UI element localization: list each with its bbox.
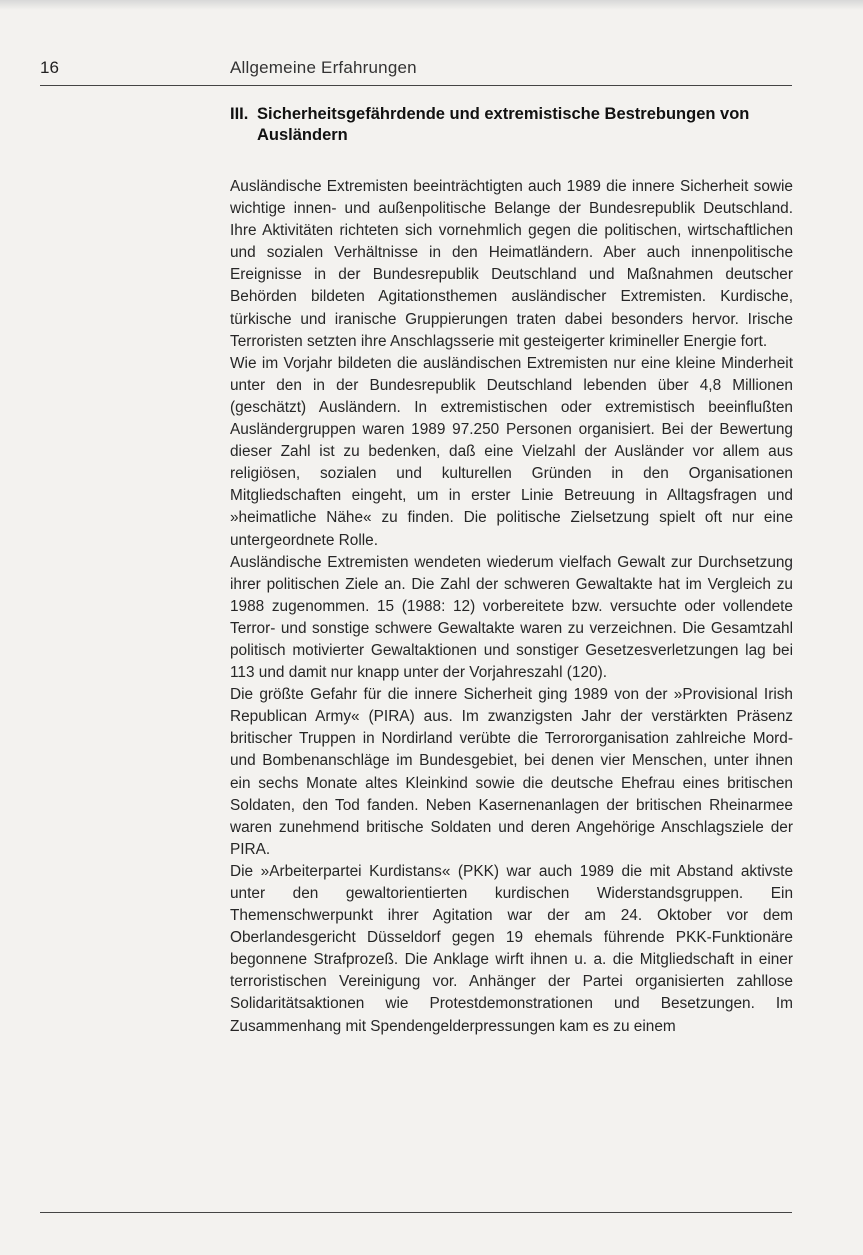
paragraph: Ausländische Extremisten wendeten wiederum vielfach Gewalt zur Durchsetzung ihrer politischen Ziele an. Die Zahl der schweren Gewaltakte hat im Vergleich zu 1988 zugenommen. 15 (1988: 12) vorbereitete bzw. versuchte oder vollendete Terror- und sonstige schwere Gewaltakte waren zu verzeichnen. Die Gesamtzahl politisch motivierter Gewaltaktionen und sonstiger Gesetzesverletzungen lag bei 113 und damit nur knapp unter der Vorjahreszahl (120). bbox=[230, 553, 793, 682]
paragraph: Wie im Vorjahr bildeten die ausländischen Extremisten nur eine kleine Minderheit unter den in der Bundesrepublik Deutschland lebenden über 4,8 Millionen (geschätzt) Ausländern. In extremistischen oder extremistisch beeinflußten Ausländergruppen waren 1989 97.250 Personen organisiert. Bei der Bewertung dieser Zahl ist zu bedenken, daß eine Vielzahl der Ausländer vor allem aus religiösen, sozialen und kulturellen Gründen in den Organisationen Mitgliedschaften eingeht, um in erster Linie Betreuung in Alltagsfragen und »heimatliche Nähe« zu finden. Die politische Zielsetzung spielt oft nur eine untergeordnete Rolle. bbox=[230, 354, 793, 549]
main-content bbox=[230, 104, 793, 1038]
footer-rule bbox=[40, 1212, 792, 1213]
paragraph: Die »Arbeiterpartei Kurdistans« (PKK) war auch 1989 die mit Abstand aktivste unter den gewaltorientierten kurdischen Widerstandsgruppen. Ein Themenschwerpunkt ihrer Agitation war der am 24. Oktober vor dem Oberlandesgericht Düsseldorf gegen 19 ehemals führende PKK-Funktionäre begonnene Strafprozeß. Die Anklage wirft ihnen u. a. die Mitgliedschaft in einer terroristischen Vereinigung vor. Anhänger der Partei organisierten zahllose Solidaritätsaktionen wie Protestdemonstrationen und Besetzungen. Im Zusammenhang mit Spendengelderpressungen kam es zu einem bbox=[230, 862, 793, 1035]
header-rule bbox=[40, 85, 792, 86]
section-title: Sicherheitsgefährdende und extremistische Bestrebungen von Ausländern bbox=[257, 105, 750, 144]
section-heading bbox=[230, 104, 793, 146]
paragraph: Die größte Gefahr für die innere Sicherheit ging 1989 von der »Provisional Irish Republican Army« (PIRA) aus. Im zwanzigsten Jahr der verstärkten Präsenz britischer Truppen in Nordirland verübte die Terrororganisation zahlreiche Mord- und Bombenanschläge im Bundesgebiet, bei denen vier Menschen, unter ihnen ein sechs Monate altes Kleinkind sowie die deutsche Ehefrau eines britischen Soldaten, den Tod fanden. Neben Kasernenanlagen der britischen Rheinarmee waren zunehmend britische Soldaten und deren Angehörige Anschlagsziele der PIRA. bbox=[230, 686, 793, 858]
page-number: 16 bbox=[40, 58, 59, 77]
paragraph: Ausländische Extremisten beeinträchtigten auch 1989 die innere Sicherheit sowie wichtige innen- und außenpolitische Belange der Bundesrepublik Deutschland. Ihre Aktivitäten richteten sich vornehmlich gegen die politischen, wirtschaftlichen und sozialen Verhältnisse in den Heimatländern. Aber auch innenpolitische Ereignisse in der Bundesrepublik Deutschland und Maßnahmen deutscher Behörden bildeten Agitationsthemen ausländischer Extremisten. Kurdische, türkische und iranische Gruppierungen traten dabei besonders hervor. Irische Terroristen setzten ihre Anschlagsserie mit gesteigerter krimineller Energie fort. bbox=[230, 178, 793, 350]
page-header bbox=[40, 58, 792, 86]
running-title: Allgemeine Erfahrungen bbox=[230, 58, 417, 77]
scan-top-edge bbox=[0, 0, 863, 10]
section-number: III. bbox=[230, 105, 249, 123]
